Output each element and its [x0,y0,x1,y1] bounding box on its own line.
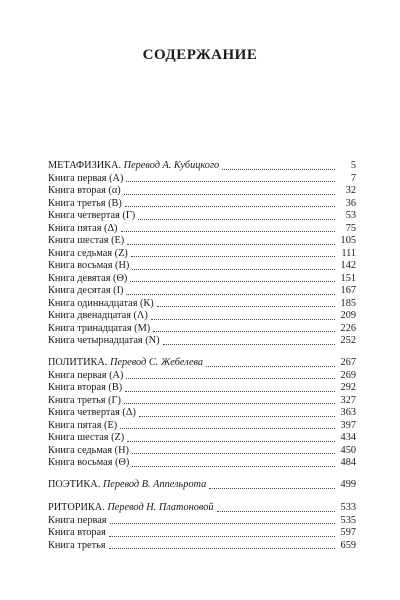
entry-label: Книга вторая [48,527,106,538]
page-number: 535 [340,514,356,526]
toc-entry[interactable] [48,310,356,323]
leader-dots [151,318,335,320]
entry-label: Книга четвертая (Δ) [48,407,136,418]
entry-label: Книга тринадцатая (М) [48,322,151,334]
leader-dots [132,268,335,270]
page-number: 659 [340,539,356,551]
entry-label: Книга четырнадцатая (N) [48,335,160,346]
entry-label: Книга третья (Г) [48,394,121,406]
toc-entry[interactable] [48,323,356,336]
toc-section-poetics [48,479,356,492]
entry-label: Книга первая (А) [48,369,124,381]
entry-label: Книга восьмая (Θ) [48,457,130,468]
leader-dots [127,440,335,442]
leader-dots [125,390,335,392]
entry-label: Книга восьмая (Н) [48,260,130,271]
page-number: 7 [350,172,356,184]
leader-dots [163,343,335,345]
entry-label: Книга десятая (I) [48,285,124,296]
leader-dots [153,330,335,332]
translator: Перевод Н. Платоновой [107,502,214,513]
leader-dots [126,293,335,295]
page-number: 5 [350,160,356,171]
toc-entry[interactable] [48,445,356,458]
toc-entry[interactable] [48,235,356,248]
toc-entry[interactable] [48,515,356,528]
translator: Перевод С. Жебелева [109,357,204,368]
toc-entry[interactable] [48,273,356,286]
page-title: СОДЕРЖАНИЕ [142,47,258,63]
leader-dots [125,205,335,207]
entry-label: Книга пятая (Е) [48,419,118,431]
leader-dots [127,243,335,245]
leader-dots [157,305,335,307]
entry-label: Книга одиннадцатая (К) [48,297,154,309]
toc-entry[interactable] [48,248,356,261]
toc-heading[interactable] [48,357,356,370]
page-number: 167 [340,285,356,296]
toc-entry[interactable] [48,185,356,198]
toc-entry[interactable] [48,173,356,186]
page-number: 269 [340,369,356,381]
entry-label: Книга третья [48,539,106,551]
entry-label: Книга девятая (Θ) [48,272,128,284]
entry-label: Книга двенадцатая (Λ) [48,310,148,321]
entry-label: Книга шестая (Е) [48,235,125,246]
toc-entry[interactable] [48,432,356,445]
page-number: 75 [345,222,356,234]
toc-heading[interactable] [48,502,356,515]
entry-label: Книга вторая (α) [48,185,121,196]
toc-entry[interactable] [48,370,356,383]
leader-dots [217,510,336,512]
toc-section-rhetoric [48,502,356,552]
toc-heading[interactable] [48,479,356,492]
page-number: 252 [340,335,356,346]
entry-label: Книга седьмая (Н) [48,444,129,456]
leader-dots [109,547,335,549]
toc-entry[interactable] [48,260,356,273]
page-number: 397 [340,419,356,431]
toc-entry[interactable] [48,395,356,408]
toc-entry[interactable] [48,210,356,223]
page-number: 499 [340,479,356,490]
section-name: МЕТАФИЗИКА. [48,160,122,171]
page-number: 105 [340,235,356,246]
leader-dots [110,522,335,524]
page-number: 32 [345,185,356,196]
page-number: 533 [340,502,356,513]
toc-entry[interactable] [48,407,356,420]
entry-label: Книга шестая (Z) [48,432,125,443]
toc-entry[interactable] [48,198,356,211]
page-number: 267 [340,357,356,368]
leader-dots [130,280,335,282]
toc-entry[interactable] [48,527,356,540]
page-number: 53 [345,210,356,221]
translator: Перевод А. Кубицкого [123,160,220,171]
translator: Перевод В. Аппельрота [102,479,207,490]
entry-label: Книга первая [48,514,107,526]
entry-label: Книга пятая (Δ) [48,222,118,234]
page-number: 209 [340,310,356,321]
leader-dots [222,168,335,170]
toc-heading[interactable] [48,160,356,173]
leader-dots [209,487,335,489]
page-number: 151 [340,272,356,284]
leader-dots [109,535,335,537]
leader-dots [126,180,335,182]
leader-dots [138,218,335,220]
entry-label: Книга вторая (В) [48,382,123,393]
leader-dots [206,365,335,367]
toc-entry[interactable] [48,457,356,470]
toc-section-metaphysics [48,160,356,348]
section-name: ПОЛИТИКА. [48,357,108,368]
page-number: 597 [340,527,356,538]
toc-entry[interactable] [48,335,356,348]
leader-dots [121,230,336,232]
section-name: РИТОРИКА. [48,502,105,513]
leader-dots [120,427,335,429]
page-number: 484 [340,457,356,468]
page-number: 185 [340,297,356,309]
entry-label: Книга седьмая (Z) [48,247,128,259]
toc-entry[interactable] [48,298,356,311]
leader-dots [124,402,335,404]
page-number: 363 [340,407,356,418]
leader-dots [132,452,335,454]
leader-dots [124,193,335,195]
page-number: 434 [340,432,356,443]
leader-dots [126,377,335,379]
page-number: 226 [340,322,356,334]
toc-entry[interactable] [48,285,356,298]
page-number: 111 [341,247,356,259]
toc-entry[interactable] [48,420,356,433]
leader-dots [139,415,335,417]
section-name: ПОЭТИКА. [48,479,101,490]
toc-entry[interactable] [48,540,356,553]
page-number: 450 [340,444,356,456]
toc-entry[interactable] [48,223,356,236]
page-number: 142 [340,260,356,271]
entry-label: Книга четвертая (Г) [48,210,136,221]
page-number: 327 [340,394,356,406]
page-number: 36 [345,197,356,209]
leader-dots [131,255,335,257]
entry-label: Книга первая (А) [48,172,124,184]
entry-label: Книга третья (В) [48,197,122,209]
page-number: 292 [340,382,356,393]
toc-section-politics [48,357,356,470]
toc-entry[interactable] [48,382,356,395]
leader-dots [132,465,335,467]
